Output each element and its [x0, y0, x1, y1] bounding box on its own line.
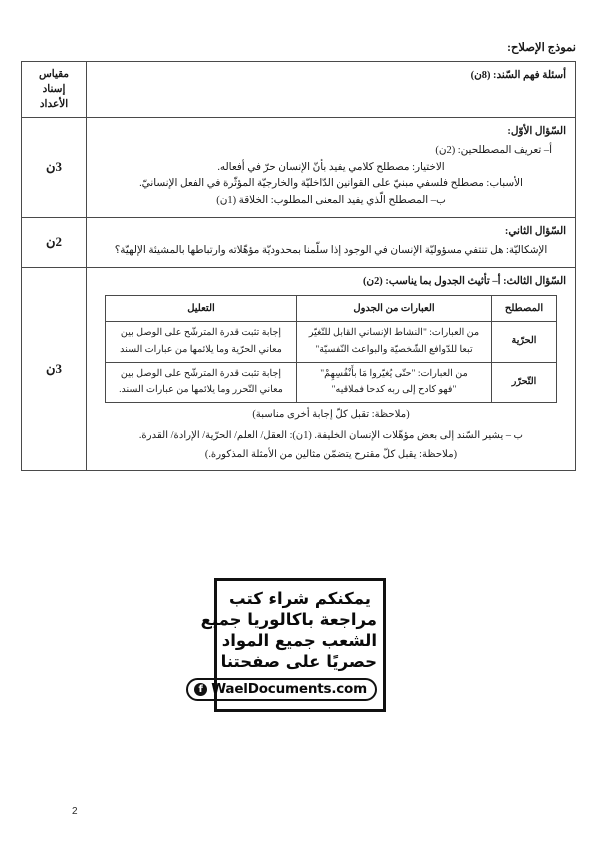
- question-3-cell: [87, 267, 576, 471]
- reason-line: معاني الحرّية وما يلائمها من عبارات السند: [120, 343, 282, 355]
- answer-key-table: [21, 61, 576, 471]
- terms-grid: [105, 295, 557, 404]
- promo-line-1: يمكنكم شراء كتب: [229, 589, 371, 608]
- terms-grid-row: [106, 362, 557, 403]
- section-header-cell: [87, 62, 576, 118]
- phrase-line: تبعا للدّوافع الشّخصيّة والبواعث النّفسيّة": [315, 343, 473, 355]
- terms-grid-header-reason: التعليل: [106, 295, 297, 322]
- table-row-question-1: [22, 117, 576, 217]
- score-header-line-2: إسناد: [42, 83, 66, 95]
- promo-line-3: الشعب جميع المواد: [221, 631, 377, 651]
- promo-url-text: WaelDocuments.com: [211, 681, 367, 698]
- promo-watermark: [198, 578, 386, 712]
- question-1-line-2: الاختيار: مصطلح كلامي يفيد بأنّ الإنسان حرّ في أفعاله.: [217, 161, 445, 173]
- table-row-question-3: [22, 267, 576, 471]
- question-2-line-1: الإشكاليّة: هل تنتفي مسؤوليّة الإنسان في الوجود إذا سلّمنا بمحدوديّة مؤهّلاته وارتباطها بالمشيئة الإلهيّة؟: [114, 244, 548, 256]
- question-3-part-b: ب – يشير السّند إلى بعض مؤهّلات الإنسان الخليفة. (1ن): العقل/ العلم/ الحرّية/ الإرادة/ القدرة.: [138, 429, 524, 441]
- terms-grid-cell-phrase: [297, 362, 492, 403]
- terms-grid-cell-phrase: [297, 322, 492, 363]
- phrase-line: "فهو كادح إلى ربه كدحا فملاقيه": [331, 384, 457, 396]
- terms-grid-header-phrase: العبارات من الجدول: [297, 295, 492, 322]
- score-column-header: [22, 62, 87, 118]
- terms-grid-cell-reason: [106, 322, 297, 363]
- page-number: 2: [72, 806, 78, 817]
- question-1-title: السّؤال الأوّل:: [507, 125, 566, 137]
- terms-grid-cell-reason: [106, 362, 297, 403]
- table-row-question-2: [22, 218, 576, 268]
- terms-grid-cell-term: التّحرّر: [492, 362, 557, 403]
- document-heading: نموذج الإصلاح:: [507, 42, 576, 54]
- question-1-line-4: ب– المصطلح الّذي يفيد المعنى المطلوب: الخلاقة (1ن): [216, 195, 446, 207]
- question-2-cell: [87, 218, 576, 268]
- promo-url-badge[interactable]: [186, 678, 377, 701]
- section-header-label: أسئلة فهم السّند: (8ن): [470, 70, 566, 81]
- promo-line-4: حصريًا على صفحتنا: [220, 652, 377, 672]
- reason-line: إجابة تثبت قدرة المترشّح على الوصل بين: [120, 327, 282, 339]
- question-1-line-1: أ– تعريف المصطلحين: (2ن): [435, 144, 552, 156]
- question-3-title: السّؤال الثالث: أ– تأثيث الجدول بما يناسب: (2ن): [362, 275, 566, 287]
- question-1-cell: [87, 117, 576, 217]
- question-2-title: السّؤال الثاني:: [504, 226, 566, 238]
- question-3-note-2: (ملاحظة: يقبل كلّ مقترح يتضمّن مثالين من الأمثلة المذكورة.): [204, 448, 458, 460]
- phrase-line: من العبارات: "حتّى يُغيّروا مَا بأَنْفُسِهِمْ": [320, 367, 468, 379]
- promo-line-2: مراجعة باكالوريا جميع: [200, 610, 377, 630]
- score-header-line-1: مقياس: [38, 68, 70, 80]
- question-2-score: 2ن: [22, 218, 87, 268]
- score-header-line-3: الأعداد: [39, 99, 69, 111]
- facebook-icon: f: [194, 683, 207, 696]
- phrase-line: من العبارات: "النشاط الإنساني القابل للتّغيّر: [308, 327, 480, 339]
- question-1-line-3: الأسباب: مصطلح فلسفي مبنيّ على القوانين الدّاخليّة والخارجيّة المؤثّرة في الفعل الإنسانيّ.: [139, 178, 523, 190]
- terms-grid-cell-term: الحرّية: [492, 322, 557, 363]
- reason-line: معاني التّحرر وما يلائمها من عبارات السند.: [119, 384, 283, 396]
- terms-grid-header-term: المصطلح: [492, 295, 557, 322]
- question-3-score: 3ن: [22, 267, 87, 471]
- question-3-note-1: (ملاحظة: تقبل كلّ إجابة أخرى مناسبة): [252, 409, 410, 421]
- terms-grid-row: [106, 322, 557, 363]
- terms-grid-header-row: [106, 295, 557, 322]
- table-row-section-header: [22, 62, 576, 118]
- reason-line: إجابة تثبت قدرة المترشّح على الوصل بين: [120, 367, 282, 379]
- question-1-score: 3ن: [22, 117, 87, 217]
